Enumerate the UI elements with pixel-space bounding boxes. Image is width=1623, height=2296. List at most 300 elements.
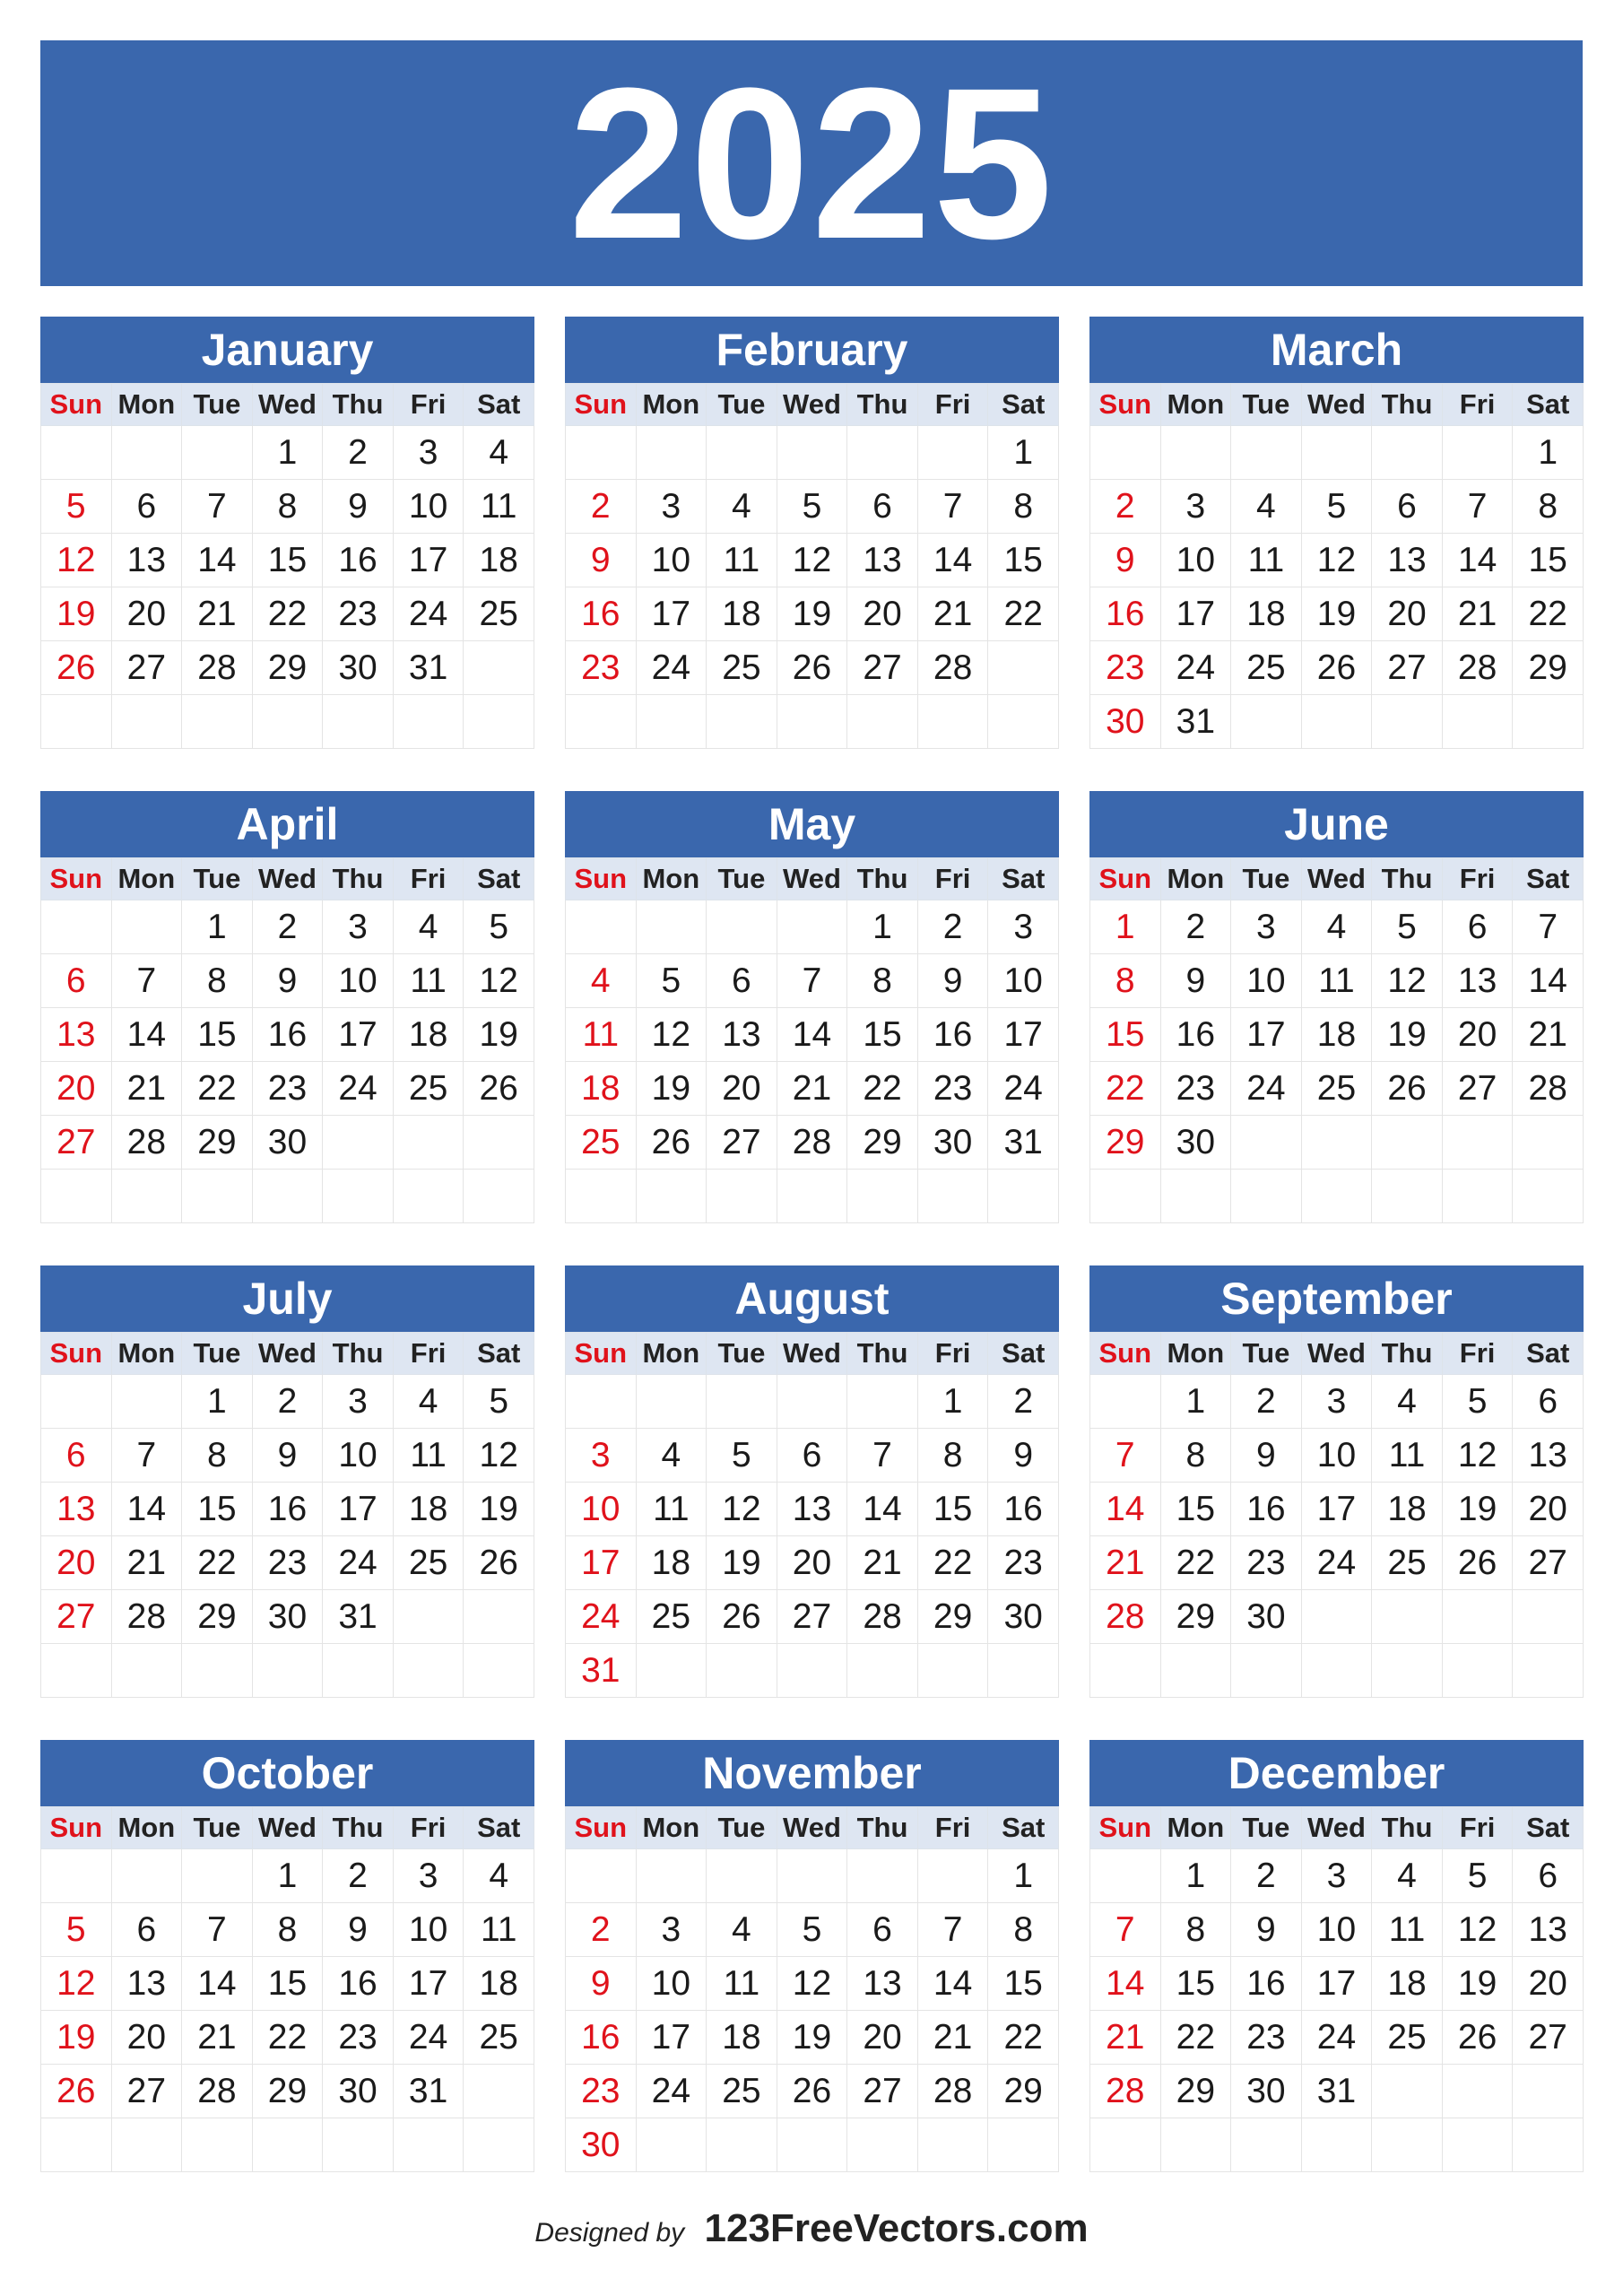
day-cell bbox=[707, 900, 777, 954]
day-cell: 5 bbox=[41, 1903, 112, 1957]
day-cell bbox=[1160, 2118, 1231, 2172]
day-cell: 25 bbox=[393, 1062, 464, 1116]
day-cell: 24 bbox=[1231, 1062, 1302, 1116]
day-cell: 10 bbox=[636, 534, 707, 587]
day-cell: 7 bbox=[917, 480, 988, 534]
day-cell bbox=[464, 641, 534, 695]
month-january bbox=[40, 317, 534, 761]
day-cell: 20 bbox=[847, 2011, 918, 2065]
day-cell: 14 bbox=[111, 1483, 182, 1536]
week-row bbox=[1090, 900, 1584, 954]
weekday-label: Thu bbox=[1372, 1333, 1443, 1375]
day-cell: 29 bbox=[847, 1116, 918, 1170]
week-row bbox=[1090, 480, 1584, 534]
week-row bbox=[41, 1429, 534, 1483]
weekday-row bbox=[41, 384, 534, 426]
day-cell bbox=[777, 1849, 847, 1903]
month-title: December bbox=[1089, 1740, 1584, 1806]
day-cell: 8 bbox=[252, 1903, 323, 1957]
weekday-label: Mon bbox=[1160, 858, 1231, 900]
day-cell: 31 bbox=[988, 1116, 1059, 1170]
day-cell: 30 bbox=[323, 2065, 394, 2118]
day-cell: 20 bbox=[707, 1062, 777, 1116]
day-cell: 23 bbox=[252, 1062, 323, 1116]
weekday-label: Sat bbox=[1513, 1333, 1584, 1375]
day-cell: 20 bbox=[847, 587, 918, 641]
week-row bbox=[41, 534, 534, 587]
day-cell: 3 bbox=[566, 1429, 637, 1483]
day-cell: 11 bbox=[1372, 1903, 1443, 1957]
day-cell: 15 bbox=[252, 534, 323, 587]
day-cell bbox=[707, 1170, 777, 1223]
day-cell: 31 bbox=[1160, 695, 1231, 749]
day-cell bbox=[1442, 1644, 1513, 1698]
weekday-label: Wed bbox=[777, 858, 847, 900]
weekday-row bbox=[41, 1807, 534, 1849]
day-cell: 18 bbox=[464, 534, 534, 587]
day-cell: 5 bbox=[464, 1375, 534, 1429]
day-cell: 9 bbox=[323, 1903, 394, 1957]
day-cell: 12 bbox=[464, 1429, 534, 1483]
weekday-label: Sat bbox=[988, 384, 1059, 426]
day-cell: 3 bbox=[323, 900, 394, 954]
day-cell: 6 bbox=[111, 480, 182, 534]
day-cell: 10 bbox=[1231, 954, 1302, 1008]
weekday-label: Fri bbox=[393, 1807, 464, 1849]
day-cell: 15 bbox=[182, 1008, 253, 1062]
day-cell: 30 bbox=[252, 1116, 323, 1170]
day-cell: 23 bbox=[566, 641, 637, 695]
week-row bbox=[566, 1644, 1059, 1698]
day-cell: 18 bbox=[1301, 1008, 1372, 1062]
day-cell: 26 bbox=[777, 641, 847, 695]
day-cell: 23 bbox=[1090, 641, 1161, 695]
day-cell: 1 bbox=[182, 1375, 253, 1429]
day-cell: 2 bbox=[988, 1375, 1059, 1429]
day-cell: 30 bbox=[566, 2118, 637, 2172]
day-cell: 15 bbox=[1090, 1008, 1161, 1062]
day-cell: 24 bbox=[566, 1590, 637, 1644]
day-cell: 18 bbox=[1372, 1483, 1443, 1536]
day-cell: 16 bbox=[1160, 1008, 1231, 1062]
day-cell: 5 bbox=[1372, 900, 1443, 954]
day-cell: 2 bbox=[566, 1903, 637, 1957]
day-cell bbox=[917, 1170, 988, 1223]
day-cell: 31 bbox=[393, 2065, 464, 2118]
day-cell: 13 bbox=[111, 534, 182, 587]
day-cell: 26 bbox=[1301, 641, 1372, 695]
day-cell: 20 bbox=[1513, 1957, 1584, 2011]
month-october bbox=[40, 1740, 534, 2184]
weekday-label: Thu bbox=[847, 858, 918, 900]
day-cell: 7 bbox=[1090, 1903, 1161, 1957]
weekday-label: Thu bbox=[847, 1807, 918, 1849]
month-grid bbox=[40, 1332, 534, 1698]
day-cell: 27 bbox=[1513, 2011, 1584, 2065]
day-cell: 28 bbox=[1090, 1590, 1161, 1644]
weekday-label: Mon bbox=[1160, 384, 1231, 426]
day-cell: 20 bbox=[777, 1536, 847, 1590]
weekday-row bbox=[1090, 1333, 1584, 1375]
weekday-label: Tue bbox=[182, 1807, 253, 1849]
day-cell bbox=[393, 1590, 464, 1644]
day-cell: 31 bbox=[566, 1644, 637, 1698]
day-cell: 10 bbox=[1301, 1903, 1372, 1957]
day-cell: 3 bbox=[636, 480, 707, 534]
day-cell bbox=[1301, 1644, 1372, 1698]
day-cell bbox=[917, 695, 988, 749]
day-cell: 18 bbox=[393, 1483, 464, 1536]
day-cell: 19 bbox=[41, 587, 112, 641]
day-cell: 6 bbox=[1442, 900, 1513, 954]
day-cell: 12 bbox=[1442, 1903, 1513, 1957]
weekday-label: Tue bbox=[182, 384, 253, 426]
weekday-label: Wed bbox=[1301, 1807, 1372, 1849]
day-cell bbox=[111, 2118, 182, 2172]
month-september bbox=[1089, 1265, 1584, 1709]
day-cell: 12 bbox=[464, 954, 534, 1008]
day-cell: 13 bbox=[1372, 534, 1443, 587]
day-cell: 16 bbox=[566, 587, 637, 641]
day-cell: 18 bbox=[1372, 1957, 1443, 2011]
day-cell: 24 bbox=[636, 641, 707, 695]
weekday-label: Wed bbox=[1301, 858, 1372, 900]
day-cell: 17 bbox=[393, 1957, 464, 2011]
day-cell: 15 bbox=[988, 534, 1059, 587]
day-cell bbox=[464, 2118, 534, 2172]
day-cell: 29 bbox=[988, 2065, 1059, 2118]
weekday-label: Sun bbox=[41, 1333, 112, 1375]
day-cell: 9 bbox=[566, 534, 637, 587]
day-cell: 5 bbox=[636, 954, 707, 1008]
month-title: February bbox=[565, 317, 1059, 383]
day-cell: 17 bbox=[393, 534, 464, 587]
weekday-label: Wed bbox=[777, 1807, 847, 1849]
weekday-label: Fri bbox=[393, 1333, 464, 1375]
day-cell bbox=[1301, 1170, 1372, 1223]
day-cell: 30 bbox=[323, 641, 394, 695]
day-cell: 28 bbox=[111, 1590, 182, 1644]
day-cell: 6 bbox=[707, 954, 777, 1008]
weekday-label: Tue bbox=[707, 1807, 777, 1849]
weekday-label: Tue bbox=[1231, 1333, 1302, 1375]
weekday-label: Fri bbox=[1442, 1807, 1513, 1849]
day-cell: 5 bbox=[777, 1903, 847, 1957]
weekday-label: Sun bbox=[41, 1807, 112, 1849]
weekday-label: Sun bbox=[1090, 1333, 1161, 1375]
day-cell: 13 bbox=[847, 1957, 918, 2011]
weekday-label: Sat bbox=[464, 1807, 534, 1849]
month-april bbox=[40, 791, 534, 1235]
weekday-label: Mon bbox=[1160, 1807, 1231, 1849]
weekday-label: Tue bbox=[182, 858, 253, 900]
day-cell: 15 bbox=[1160, 1957, 1231, 2011]
month-title: March bbox=[1089, 317, 1584, 383]
day-cell: 13 bbox=[1513, 1903, 1584, 1957]
day-cell bbox=[1372, 695, 1443, 749]
month-grid bbox=[1089, 1806, 1584, 2172]
day-cell: 9 bbox=[1090, 534, 1161, 587]
day-cell: 21 bbox=[777, 1062, 847, 1116]
day-cell bbox=[393, 1644, 464, 1698]
week-row bbox=[41, 1590, 534, 1644]
day-cell: 8 bbox=[182, 954, 253, 1008]
day-cell: 15 bbox=[917, 1483, 988, 1536]
month-may bbox=[565, 791, 1059, 1235]
day-cell bbox=[182, 2118, 253, 2172]
day-cell: 17 bbox=[1301, 1957, 1372, 2011]
day-cell: 6 bbox=[111, 1903, 182, 1957]
day-cell bbox=[464, 2065, 534, 2118]
day-cell bbox=[1090, 2118, 1161, 2172]
day-cell: 20 bbox=[111, 2011, 182, 2065]
day-cell bbox=[1160, 1644, 1231, 1698]
day-cell bbox=[111, 900, 182, 954]
day-cell bbox=[777, 1644, 847, 1698]
month-title: September bbox=[1089, 1265, 1584, 1332]
week-row bbox=[41, 641, 534, 695]
weekday-label: Fri bbox=[393, 858, 464, 900]
day-cell: 22 bbox=[252, 587, 323, 641]
month-november bbox=[565, 1740, 1059, 2184]
day-cell bbox=[1372, 1116, 1443, 1170]
day-cell bbox=[988, 2118, 1059, 2172]
day-cell: 2 bbox=[1090, 480, 1161, 534]
day-cell: 16 bbox=[1231, 1957, 1302, 2011]
day-cell: 30 bbox=[252, 1590, 323, 1644]
day-cell: 7 bbox=[917, 1903, 988, 1957]
day-cell: 10 bbox=[1160, 534, 1231, 587]
day-cell: 6 bbox=[777, 1429, 847, 1483]
day-cell: 30 bbox=[1160, 1116, 1231, 1170]
week-row bbox=[1090, 641, 1584, 695]
day-cell bbox=[182, 426, 253, 480]
day-cell bbox=[917, 1849, 988, 1903]
week-row bbox=[1090, 1644, 1584, 1698]
day-cell: 12 bbox=[1301, 534, 1372, 587]
day-cell: 8 bbox=[1090, 954, 1161, 1008]
day-cell: 21 bbox=[182, 587, 253, 641]
day-cell bbox=[41, 2118, 112, 2172]
day-cell bbox=[707, 695, 777, 749]
day-cell: 15 bbox=[1160, 1483, 1231, 1536]
day-cell: 20 bbox=[111, 587, 182, 641]
day-cell bbox=[252, 1170, 323, 1223]
day-cell: 22 bbox=[1160, 2011, 1231, 2065]
day-cell: 2 bbox=[1231, 1375, 1302, 1429]
day-cell: 21 bbox=[111, 1062, 182, 1116]
designed-by-label: Designed by bbox=[534, 2218, 685, 2248]
weekday-label: Tue bbox=[1231, 384, 1302, 426]
weekday-label: Thu bbox=[1372, 1807, 1443, 1849]
day-cell: 15 bbox=[988, 1957, 1059, 2011]
day-cell: 21 bbox=[1090, 1536, 1161, 1590]
day-cell: 3 bbox=[393, 1849, 464, 1903]
day-cell bbox=[566, 900, 637, 954]
month-title: July bbox=[40, 1265, 534, 1332]
day-cell bbox=[1513, 2065, 1584, 2118]
weekday-label: Sun bbox=[566, 1333, 637, 1375]
day-cell: 4 bbox=[393, 900, 464, 954]
day-cell bbox=[1231, 2118, 1302, 2172]
day-cell: 9 bbox=[1231, 1903, 1302, 1957]
week-row bbox=[566, 480, 1059, 534]
day-cell: 25 bbox=[464, 587, 534, 641]
day-cell: 29 bbox=[1160, 2065, 1231, 2118]
day-cell bbox=[1231, 695, 1302, 749]
week-row bbox=[1090, 1536, 1584, 1590]
day-cell: 13 bbox=[41, 1483, 112, 1536]
day-cell: 8 bbox=[988, 480, 1059, 534]
day-cell: 1 bbox=[182, 900, 253, 954]
day-cell: 11 bbox=[464, 480, 534, 534]
weekday-label: Sun bbox=[1090, 858, 1161, 900]
day-cell: 3 bbox=[1160, 480, 1231, 534]
day-cell: 9 bbox=[988, 1429, 1059, 1483]
day-cell: 31 bbox=[323, 1590, 394, 1644]
day-cell: 12 bbox=[41, 534, 112, 587]
day-cell: 7 bbox=[847, 1429, 918, 1483]
weekday-label: Tue bbox=[707, 858, 777, 900]
week-row bbox=[566, 1849, 1059, 1903]
day-cell: 27 bbox=[707, 1116, 777, 1170]
weekday-label: Thu bbox=[323, 384, 394, 426]
day-cell: 2 bbox=[1160, 900, 1231, 954]
month-grid bbox=[565, 857, 1059, 1223]
day-cell: 25 bbox=[1372, 2011, 1443, 2065]
week-row bbox=[41, 1849, 534, 1903]
week-row bbox=[1090, 1116, 1584, 1170]
week-row bbox=[566, 2118, 1059, 2172]
weekday-label: Sat bbox=[464, 384, 534, 426]
week-row bbox=[1090, 534, 1584, 587]
weekday-label: Thu bbox=[1372, 384, 1443, 426]
day-cell: 19 bbox=[777, 2011, 847, 2065]
day-cell: 16 bbox=[252, 1483, 323, 1536]
day-cell: 30 bbox=[1231, 1590, 1302, 1644]
month-title: April bbox=[40, 791, 534, 857]
weekday-label: Tue bbox=[1231, 858, 1302, 900]
day-cell bbox=[777, 900, 847, 954]
weekday-label: Sat bbox=[988, 858, 1059, 900]
weekday-label: Tue bbox=[182, 1333, 253, 1375]
day-cell bbox=[41, 695, 112, 749]
day-cell: 6 bbox=[41, 1429, 112, 1483]
day-cell bbox=[636, 900, 707, 954]
day-cell: 28 bbox=[1090, 2065, 1161, 2118]
weekday-label: Wed bbox=[252, 1333, 323, 1375]
week-row bbox=[566, 1590, 1059, 1644]
day-cell bbox=[566, 426, 637, 480]
month-title: October bbox=[40, 1740, 534, 1806]
day-cell: 25 bbox=[393, 1536, 464, 1590]
year-title: 2025 bbox=[568, 43, 1055, 283]
day-cell bbox=[393, 1116, 464, 1170]
day-cell: 14 bbox=[182, 1957, 253, 2011]
week-row bbox=[1090, 2118, 1584, 2172]
weekday-label: Mon bbox=[636, 1333, 707, 1375]
weekday-label: Mon bbox=[111, 384, 182, 426]
day-cell: 25 bbox=[707, 641, 777, 695]
day-cell: 26 bbox=[41, 641, 112, 695]
day-cell: 7 bbox=[1442, 480, 1513, 534]
day-cell bbox=[464, 1170, 534, 1223]
month-grid bbox=[40, 383, 534, 749]
day-cell: 24 bbox=[988, 1062, 1059, 1116]
day-cell: 19 bbox=[1301, 587, 1372, 641]
week-row bbox=[566, 1903, 1059, 1957]
weekday-label: Thu bbox=[847, 384, 918, 426]
day-cell: 28 bbox=[777, 1116, 847, 1170]
day-cell bbox=[464, 695, 534, 749]
day-cell: 12 bbox=[777, 1957, 847, 2011]
day-cell: 11 bbox=[707, 534, 777, 587]
day-cell bbox=[1442, 1170, 1513, 1223]
weekday-label: Mon bbox=[636, 1807, 707, 1849]
day-cell bbox=[111, 1375, 182, 1429]
day-cell: 5 bbox=[41, 480, 112, 534]
day-cell: 14 bbox=[777, 1008, 847, 1062]
day-cell: 16 bbox=[252, 1008, 323, 1062]
day-cell: 17 bbox=[323, 1483, 394, 1536]
day-cell bbox=[182, 1170, 253, 1223]
day-cell: 12 bbox=[777, 534, 847, 587]
day-cell: 23 bbox=[323, 2011, 394, 2065]
day-cell: 24 bbox=[323, 1536, 394, 1590]
week-row bbox=[1090, 587, 1584, 641]
day-cell: 30 bbox=[1231, 2065, 1302, 2118]
day-cell: 19 bbox=[1442, 1483, 1513, 1536]
week-row bbox=[566, 641, 1059, 695]
day-cell bbox=[636, 1644, 707, 1698]
day-cell: 8 bbox=[988, 1903, 1059, 1957]
month-title: August bbox=[565, 1265, 1059, 1332]
day-cell: 21 bbox=[182, 2011, 253, 2065]
day-cell: 11 bbox=[393, 1429, 464, 1483]
day-cell: 12 bbox=[41, 1957, 112, 2011]
day-cell: 1 bbox=[1513, 426, 1584, 480]
week-row bbox=[566, 900, 1059, 954]
day-cell: 28 bbox=[1513, 1062, 1584, 1116]
day-cell bbox=[323, 1170, 394, 1223]
day-cell: 12 bbox=[707, 1483, 777, 1536]
day-cell: 5 bbox=[464, 900, 534, 954]
day-cell bbox=[847, 1644, 918, 1698]
month-title: June bbox=[1089, 791, 1584, 857]
day-cell bbox=[323, 695, 394, 749]
day-cell: 19 bbox=[636, 1062, 707, 1116]
day-cell: 11 bbox=[1372, 1429, 1443, 1483]
weekday-label: Mon bbox=[111, 1807, 182, 1849]
day-cell bbox=[847, 1375, 918, 1429]
day-cell bbox=[988, 1170, 1059, 1223]
day-cell bbox=[111, 1644, 182, 1698]
month-grid bbox=[565, 383, 1059, 749]
day-cell: 28 bbox=[917, 641, 988, 695]
week-row bbox=[41, 1008, 534, 1062]
day-cell bbox=[636, 1849, 707, 1903]
day-cell: 21 bbox=[917, 2011, 988, 2065]
day-cell: 4 bbox=[393, 1375, 464, 1429]
brand-name: 123FreeVectors.com bbox=[704, 2206, 1089, 2250]
day-cell: 10 bbox=[636, 1957, 707, 2011]
day-cell bbox=[636, 426, 707, 480]
week-row bbox=[41, 1903, 534, 1957]
weekday-label: Fri bbox=[393, 384, 464, 426]
day-cell: 29 bbox=[1513, 641, 1584, 695]
day-cell bbox=[1160, 426, 1231, 480]
day-cell bbox=[1442, 695, 1513, 749]
